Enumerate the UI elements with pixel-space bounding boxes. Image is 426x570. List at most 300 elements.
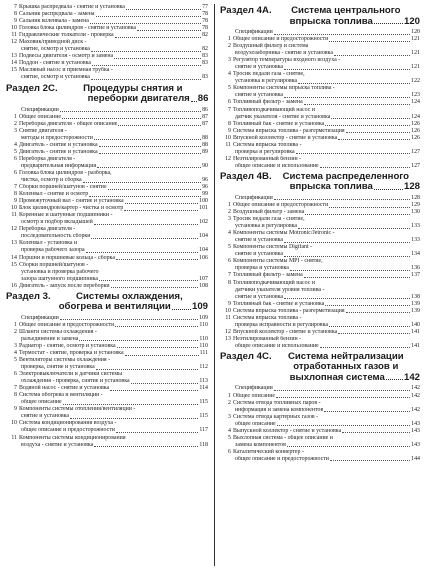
dot-leader <box>284 298 410 299</box>
section-heading-2c <box>6 84 208 105</box>
entry-title: Компоненты системы MPI - снятие, <box>233 258 323 265</box>
entry-number: 5 <box>14 357 17 364</box>
dot-leader <box>330 460 410 461</box>
dot-leader <box>96 16 202 17</box>
entry-page: 83 <box>202 53 208 60</box>
toc-entry <box>6 406 208 413</box>
entry-title: Общее описание <box>233 392 275 399</box>
entry-title: Компоненты системы кондиционирования <box>19 434 126 441</box>
toc-entry <box>220 223 420 230</box>
entry-title: датчик указателя - снятие и установка <box>235 113 331 120</box>
toc-entry <box>6 262 208 269</box>
dot-leader <box>108 189 202 190</box>
dot-leader <box>60 111 201 112</box>
toc-entry <box>220 85 420 92</box>
dot-leader <box>94 446 198 447</box>
entry-page: 108 <box>199 282 208 289</box>
entry-number: 10 <box>11 205 17 212</box>
entry-page: 109 <box>199 314 208 321</box>
entry-number: 6 <box>228 99 231 106</box>
entry-title: Топливоподкачивающий насос и <box>233 279 315 286</box>
dot-leader <box>334 55 410 56</box>
toc-entry <box>6 128 208 135</box>
entry-title: Термостат - снятие, проверка и установка <box>19 349 124 356</box>
entry-number: 1 <box>228 392 231 399</box>
toc-list-2c <box>6 107 208 290</box>
entry-title: предварительная информация <box>21 162 97 169</box>
toc-entry <box>220 107 420 114</box>
entry-title: Спецификации <box>235 385 273 392</box>
dot-leader <box>131 383 199 384</box>
dot-leader <box>284 97 410 98</box>
entry-page: 101 <box>199 205 208 212</box>
entry-number: 11 <box>11 212 17 219</box>
entry-title: Общее описание и предосторожности <box>233 201 329 208</box>
entry-number: 7 <box>14 184 17 191</box>
toc-entry <box>220 421 420 428</box>
entry-page: 78 <box>202 11 208 18</box>
toc-right-column <box>220 4 420 463</box>
entry-title: чистка, осмотр и сборка <box>21 176 82 183</box>
toc-entry <box>6 427 208 434</box>
toc-list-3 <box>6 315 208 449</box>
entry-title: Спецификации <box>235 194 273 201</box>
entry-page: 89 <box>202 148 208 155</box>
entry-number: 15 <box>11 67 17 74</box>
column-divider <box>214 4 215 566</box>
toc-entry <box>220 428 420 435</box>
dot-leader <box>125 203 199 204</box>
entry-number: 16 <box>11 282 17 289</box>
section-title: выхлопная система <box>289 371 385 383</box>
entry-title: Спецификации <box>235 29 273 35</box>
section-title: впрыска топлива <box>289 15 373 27</box>
entry-title: последовательность сборки <box>21 233 91 240</box>
entry-number: 9 <box>228 300 231 307</box>
entry-page: 142 <box>411 385 420 392</box>
entry-number: 4 <box>14 141 17 148</box>
entry-page: 82 <box>202 46 208 53</box>
entry-page: 113 <box>199 378 208 385</box>
entry-number: 12 <box>225 328 231 335</box>
dot-leader <box>118 125 201 126</box>
dot-leader <box>284 242 410 243</box>
toc-list-4a <box>220 29 420 170</box>
toc-entry <box>6 233 208 240</box>
entry-title: Двигатель - снятие и установка <box>19 141 98 148</box>
entry-number: 9 <box>14 198 17 205</box>
toc-entry <box>220 336 420 343</box>
dot-leader <box>116 259 198 260</box>
entry-title: Поршни и поршневые кольца - сборка <box>19 254 115 261</box>
entry-title: Компоненты системы отопления/вентиляции - <box>19 406 136 413</box>
dot-leader <box>111 287 199 288</box>
entry-number: 6 <box>14 169 17 176</box>
entry-title: Система впрыска топлива - разгерметизация <box>233 307 345 314</box>
entry-title: Водяной насос - снятие и установка <box>19 385 110 392</box>
entry-number: 13 <box>11 53 17 60</box>
entry-title: снятие и установка <box>21 413 70 420</box>
toc-entry <box>220 230 420 237</box>
entry-page: 110 <box>199 321 208 328</box>
toc-entry <box>220 237 420 244</box>
dot-leader <box>96 369 199 370</box>
entry-title: воздухозаборника - снятие и установка <box>235 50 333 57</box>
entry-title: Компоненты системы впрыска топлива - <box>233 85 335 92</box>
entry-title: общее описание и предосторожности <box>21 427 115 434</box>
toc-entry <box>6 247 208 254</box>
entry-title: Воздушный фильтр - замена <box>233 209 305 216</box>
entry-number: 8 <box>14 392 17 399</box>
entry-number: 15 <box>11 261 17 268</box>
entry-number: 5 <box>228 85 231 92</box>
section-label: Раздел 2С. <box>6 82 58 94</box>
entry-page: 88 <box>202 134 208 141</box>
entry-number: 8 <box>14 11 17 18</box>
entry-title: Система впрыска топлива - разгерметизация <box>233 127 345 134</box>
entry-page: 143 <box>411 427 420 434</box>
entry-title: Снятие двигателя - <box>19 127 67 134</box>
entry-page: 134 <box>411 251 420 258</box>
toc-entry <box>220 202 420 209</box>
dot-leader <box>324 411 410 412</box>
entry-title: Сборки поршней/шатунов - снятие <box>19 184 107 191</box>
section-page: 128 <box>403 181 420 193</box>
dot-leader <box>117 347 199 348</box>
entry-title: Коленвал - установка и <box>19 240 78 247</box>
toc-entry <box>6 191 208 198</box>
entry-title: Система впрыска топлива - <box>233 141 302 148</box>
entry-title: Масляный насос и приемная трубка - <box>19 67 113 74</box>
entry-number: 14 <box>11 254 17 261</box>
dot-leader <box>125 355 199 356</box>
toc-entry <box>220 308 420 315</box>
entry-number: 12 <box>225 155 231 162</box>
dot-leader <box>115 37 202 38</box>
toc-entry <box>220 343 420 350</box>
entry-page: 87 <box>202 120 208 127</box>
toc-entry <box>6 121 208 128</box>
entry-title: снятие и установка <box>235 251 284 258</box>
dot-leader <box>94 224 198 225</box>
entry-title: зазора шатунного подшипника <box>21 275 99 282</box>
dot-leader <box>287 446 410 447</box>
entry-page: 87 <box>202 113 208 120</box>
dot-leader <box>325 305 410 306</box>
entry-page: 96 <box>202 176 208 183</box>
section-title: Система центрального <box>291 5 401 16</box>
entry-number: 8 <box>14 191 17 198</box>
dot-leader <box>91 51 201 52</box>
entry-title: Переборка двигателя - <box>19 226 76 233</box>
toc-entry <box>6 60 208 67</box>
entry-page: 118 <box>199 441 208 448</box>
entry-number: 14 <box>11 60 17 67</box>
toc-entry <box>6 255 208 262</box>
entry-title: информация и замена компонентов <box>235 406 324 413</box>
toc-entry <box>6 276 208 283</box>
entry-title: Коленвал - снятие и осмотр <box>19 191 89 198</box>
entry-number: 6 <box>228 448 231 455</box>
dot-leader <box>70 418 198 419</box>
entry-title: Гидравлические толкатели - проверка <box>19 32 114 39</box>
entry-title: Сальник распредвала - замена <box>19 11 95 18</box>
toc-entry <box>220 251 420 258</box>
toc-entry <box>6 142 208 149</box>
entry-number: 5 <box>228 244 231 251</box>
toc-entry <box>220 29 420 36</box>
toc-entry <box>220 244 420 251</box>
toc-entry <box>220 385 420 392</box>
dot-leader <box>284 69 410 70</box>
entry-title: Общее описание и предосторожности <box>233 36 329 43</box>
toc-entry <box>6 67 208 74</box>
toc-entry <box>6 11 208 18</box>
toc-entry <box>220 43 420 50</box>
entry-title: Каталитический конвертер - <box>233 448 304 455</box>
toc-entry <box>6 343 208 350</box>
toc-entry <box>6 114 208 121</box>
entry-title: Поддон - снятие и установка <box>19 60 92 67</box>
entry-title: проверка и регулировка <box>235 148 295 155</box>
entry-page: 111 <box>199 349 208 356</box>
toc-entry <box>220 280 420 287</box>
toc-entry <box>220 128 420 135</box>
toc-entry <box>220 315 420 322</box>
entry-number: 6 <box>14 155 17 162</box>
entry-title: охлаждения - проверка, снятие и установка <box>21 378 130 385</box>
toc-entry <box>220 121 420 128</box>
entry-title: общее описание <box>21 399 62 406</box>
toc-entry <box>6 364 208 371</box>
dot-leader <box>331 118 410 119</box>
section-label: Раздел 4А. <box>220 5 272 16</box>
entry-page: 107 <box>199 275 208 282</box>
toc-entry <box>6 156 208 163</box>
entry-title: снятие и установка <box>235 293 284 300</box>
toc-entry <box>220 272 420 279</box>
dot-leader <box>276 397 410 398</box>
dot-leader <box>114 58 201 59</box>
entry-page: 129 <box>411 201 420 208</box>
entry-title: Промежуточный вал - снятие и установка <box>19 198 124 205</box>
entry-title: Система отвода топливных паров - <box>233 399 321 406</box>
toc-entry <box>6 53 208 60</box>
entry-number: 3 <box>228 216 231 223</box>
toc-entry <box>220 400 420 407</box>
entry-number: 13 <box>11 240 17 247</box>
entry-title: Топливный фильтр - замена <box>233 99 303 106</box>
entry-page: 121 <box>411 36 420 43</box>
entry-page: 100 <box>199 198 208 205</box>
dot-leader <box>274 390 410 391</box>
entry-number: 12 <box>11 226 17 233</box>
toc-entry <box>6 442 208 449</box>
entry-page: 122 <box>411 78 420 85</box>
entry-page: 124 <box>411 113 420 120</box>
entry-page: 78 <box>202 25 208 32</box>
entry-title: Выпускной коллектор - снятие и установка <box>233 427 342 434</box>
entry-title: снятие, осмотр и установка <box>21 74 90 81</box>
entry-page: 90 <box>202 162 208 169</box>
section-title: Система нейтрализации <box>287 350 404 362</box>
dot-leader <box>298 83 410 84</box>
toc-entry <box>6 163 208 170</box>
dot-leader <box>83 182 202 183</box>
toc-list-4c <box>220 385 420 463</box>
dot-leader <box>91 238 198 239</box>
entry-title: Переборка двигателя - <box>19 155 76 162</box>
entry-title: Впускной коллектор - снятие и установка <box>233 134 338 141</box>
dot-leader <box>62 118 201 119</box>
toc-entry <box>220 114 420 121</box>
entry-title: проверка и установка <box>235 265 289 272</box>
section-title: Системы охлаждения, <box>76 290 183 302</box>
entry-number: 1 <box>228 36 231 43</box>
entry-title: Топливный бак - снятие и установка <box>233 120 325 127</box>
entry-page: 138 <box>411 293 420 300</box>
entry-number: 9 <box>14 18 17 25</box>
entry-title: Головка блока цилиндров - разборка, <box>19 169 112 176</box>
entry-title: датчики указателя уровня топлива - <box>235 286 325 293</box>
entry-page: 127 <box>411 162 420 169</box>
entry-number: 2 <box>228 209 231 216</box>
entry-title: общее описание и предосторожности <box>235 455 329 462</box>
entry-title: Двигатель - снятие и установка <box>19 148 98 155</box>
entry-title: Коренные и шатунные подшипники - <box>19 212 113 219</box>
entry-number: 2 <box>14 328 17 335</box>
section-title: впрыска топлива <box>289 181 373 193</box>
toc-entry <box>6 32 208 39</box>
entry-page: 77 <box>202 4 208 10</box>
entry-title: Топливный бак - снятие и установка <box>233 300 325 307</box>
dot-leader <box>94 139 201 140</box>
entry-number: 3 <box>14 342 17 349</box>
dot-leader <box>60 319 198 320</box>
dot-leader <box>298 228 410 229</box>
dot-leader <box>89 196 201 197</box>
toc-entry <box>220 301 420 308</box>
dot-leader <box>304 104 410 105</box>
toc-entry <box>6 350 208 357</box>
toc-entry <box>220 36 420 43</box>
toc-entry <box>6 25 208 32</box>
dot-leader <box>79 340 198 341</box>
section-label: Раздел 3. <box>6 290 51 302</box>
entry-page: 86 <box>202 106 208 113</box>
entry-page: 126 <box>411 127 420 134</box>
entry-page: 142 <box>411 392 420 399</box>
toc-entry <box>6 74 208 81</box>
dot-leader <box>320 167 411 168</box>
toc-entry <box>220 393 420 400</box>
entry-title: Топливоподкачивающий насос и <box>233 106 315 113</box>
entry-page: 83 <box>202 60 208 67</box>
toc-entry <box>6 198 208 205</box>
toc-entry <box>220 195 420 202</box>
section-heading-4a <box>220 6 420 27</box>
entry-page: 78 <box>202 18 208 25</box>
entry-title: Неэтилированный бензин - <box>233 335 302 342</box>
toc-entry <box>6 420 208 427</box>
toc-entry <box>220 456 420 463</box>
section-title: отработанных газов и <box>293 361 399 373</box>
toc-entry <box>6 107 208 114</box>
entry-number: 10 <box>11 420 17 427</box>
entry-page: 104 <box>199 233 208 240</box>
toc-list-4b <box>220 195 420 350</box>
toc-entry <box>220 71 420 78</box>
toc-entry <box>6 378 208 385</box>
dot-leader <box>110 390 198 391</box>
dot-leader <box>338 139 410 140</box>
entry-page: 143 <box>411 441 420 448</box>
entry-title: установка и регулировка <box>235 78 297 85</box>
toc-entry <box>220 322 420 329</box>
section-title: переборки двигателя <box>87 93 190 105</box>
entry-number: 8 <box>228 120 231 127</box>
entry-page: 88 <box>202 141 208 148</box>
entry-page: 112 <box>199 364 208 371</box>
entry-number: 5 <box>228 434 231 441</box>
entry-title: замена компонентов <box>235 441 286 448</box>
entry-page: 114 <box>199 385 208 392</box>
entry-page: 115 <box>199 399 208 406</box>
dot-leader <box>126 9 201 10</box>
entry-title: методы и предосторожности <box>21 134 93 141</box>
entry-page: 121 <box>411 64 420 71</box>
dot-leader <box>284 256 410 257</box>
toc-entry <box>6 283 208 290</box>
entry-number: 4 <box>14 349 17 356</box>
toc-entry <box>220 156 420 163</box>
dot-leader <box>99 153 202 154</box>
toc-entry <box>6 18 208 25</box>
entry-page: 110 <box>199 342 208 349</box>
entry-number: 7 <box>14 4 17 10</box>
entry-title: Система кондиционирования воздуха - <box>19 420 117 427</box>
entry-page: 140 <box>411 321 420 328</box>
section-page: 86 <box>197 93 209 105</box>
dot-leader <box>137 30 201 31</box>
toc-entry <box>6 435 208 442</box>
toc-entry <box>220 163 420 170</box>
entry-number: 2 <box>14 120 17 127</box>
entry-title: Система обогрева и вентиляции - <box>19 392 103 399</box>
toc-entry <box>6 357 208 364</box>
toc-entry <box>220 50 420 57</box>
toc-entry <box>220 265 420 272</box>
dot-leader <box>329 207 410 208</box>
entry-title: Компоненты системы Digifant - <box>233 244 313 251</box>
entry-page: 82 <box>202 32 208 39</box>
dot-leader <box>115 326 198 327</box>
dot-leader <box>329 326 410 327</box>
entry-title: Регулятор температуры входного воздуха - <box>233 57 341 64</box>
entry-page: 142 <box>411 406 420 413</box>
toc-entry <box>6 184 208 191</box>
entry-title: Головка блока цилиндров - снятие и установка <box>19 25 137 32</box>
entry-number: 8 <box>228 279 231 286</box>
entry-number: 9 <box>228 127 231 134</box>
section-heading-4b <box>220 172 420 193</box>
toc-entry <box>220 449 420 456</box>
entry-page: 124 <box>411 99 420 106</box>
entry-title: Воздушный фильтр и система <box>233 43 309 50</box>
entry-page: 137 <box>411 272 420 279</box>
entry-number: 9 <box>14 406 17 413</box>
entry-title: снятие и установка <box>235 237 284 244</box>
